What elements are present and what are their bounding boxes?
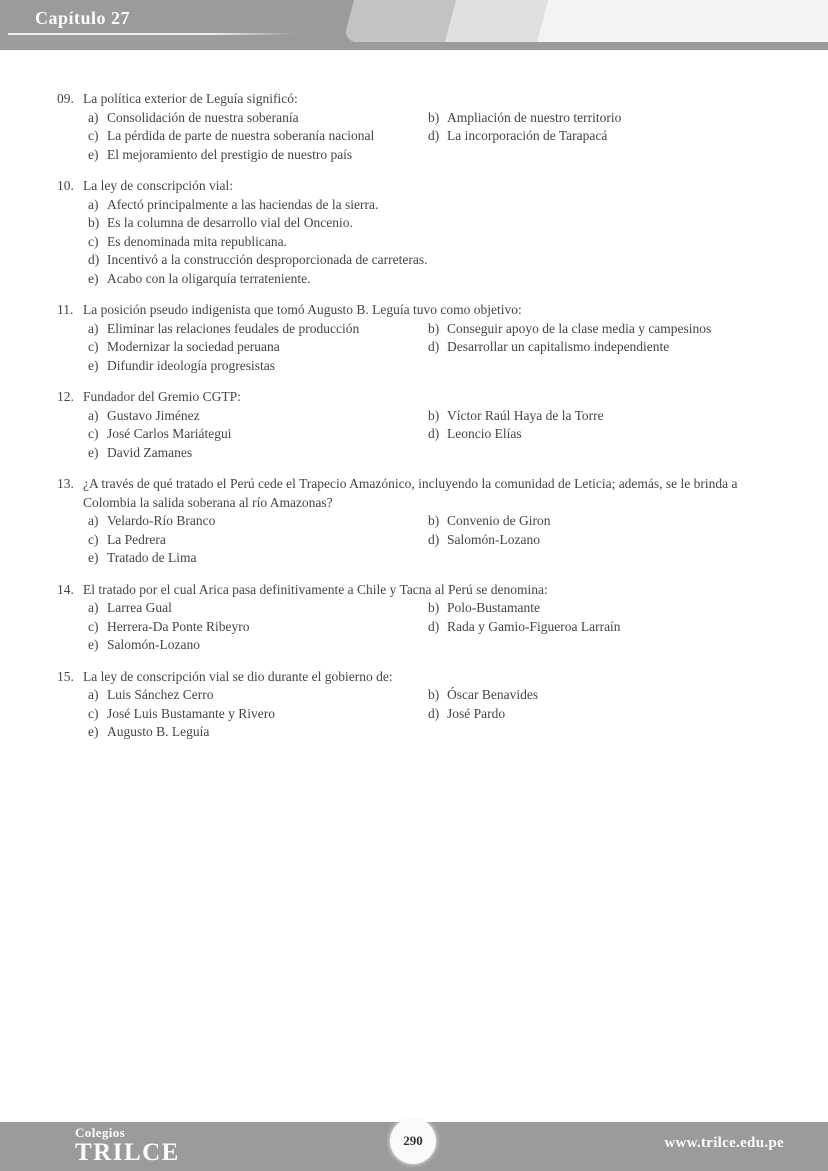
header-decorative-stripes xyxy=(343,0,828,42)
option-text: Afectó principalmente a las haciendas de la sierra. xyxy=(107,196,379,212)
option-letter: d) xyxy=(428,531,440,547)
option-text: Salomón-Lozano xyxy=(447,531,540,547)
option-text: Desarrollar un capitalismo independiente xyxy=(447,339,670,354)
option-item xyxy=(88,705,428,724)
brand-colegios-label: Colegios xyxy=(75,1125,126,1140)
option-text: Larrea Gual xyxy=(107,600,172,615)
option-text: José Carlos Mariátegui xyxy=(107,426,232,441)
option-text: Herrera-Da Ponte Ribeyro xyxy=(107,618,250,634)
option-text: Rada y Gamio-Figueroa Larraín xyxy=(447,618,621,634)
option-letter: c) xyxy=(88,531,99,547)
option-text: La incorporación de Tarapacá xyxy=(447,128,608,143)
stripe-1 xyxy=(343,0,456,42)
option-letter: c) xyxy=(88,705,99,721)
option-letter: a) xyxy=(88,196,99,212)
option-item xyxy=(88,407,428,426)
option-text: Óscar Benavides xyxy=(447,687,539,702)
question xyxy=(57,475,790,568)
options-grid xyxy=(88,407,790,463)
option-text: Difundir ideología progresistas xyxy=(107,357,275,373)
brand-trilce-label: TRILCE xyxy=(75,1139,180,1166)
option-letter: c) xyxy=(88,233,99,249)
question-text: ¿A través de qué tratado el Perú cede el Trapecio Amazónico, incluyendo la comunidad de Leticia; además, se le brinda a Colombia la salida soberana al río Amazonas? xyxy=(83,476,738,510)
option-item xyxy=(428,599,790,618)
option-item xyxy=(88,251,790,270)
option-letter: b) xyxy=(428,109,440,125)
question-head xyxy=(57,475,790,512)
option-item xyxy=(88,425,428,444)
option-letter: d) xyxy=(428,618,440,634)
question-head xyxy=(57,668,790,687)
option-item xyxy=(428,512,790,531)
question-number: 15. xyxy=(57,668,74,684)
option-letter: e) xyxy=(88,637,99,652)
option-item xyxy=(428,320,790,339)
option-letter: e) xyxy=(88,724,99,739)
page-number-badge xyxy=(390,1118,436,1164)
option-item xyxy=(88,618,428,637)
question xyxy=(57,301,790,375)
option-letter: a) xyxy=(88,600,99,615)
option-letter: b) xyxy=(88,215,100,230)
option-item xyxy=(88,127,428,146)
question-text: La posición pseudo indigenista que tomó Augusto B. Leguía tuvo como objetivo: xyxy=(83,302,522,317)
question xyxy=(57,388,790,462)
option-item xyxy=(88,338,428,357)
question-number: 14. xyxy=(57,581,74,597)
option-text: La pérdida de parte de nuestra soberanía nacional xyxy=(107,128,375,143)
question xyxy=(57,90,790,164)
option-item xyxy=(88,531,428,550)
option-text: Es la columna de desarrollo vial del Oncenio. xyxy=(107,215,353,230)
option-text: Acabo con la oligarquía terrateniente. xyxy=(107,270,311,286)
option-item xyxy=(88,444,428,463)
option-letter: e) xyxy=(88,146,99,162)
option-item xyxy=(88,599,428,618)
option-letter: e) xyxy=(88,270,99,286)
option-item xyxy=(88,686,428,705)
option-item xyxy=(88,357,428,376)
option-item xyxy=(88,723,428,742)
option-text: Eliminar las relaciones feudales de producción xyxy=(107,320,360,336)
option-letter: e) xyxy=(88,550,99,565)
website-text: www.trilce.edu.pe xyxy=(664,1135,784,1151)
option-item xyxy=(88,109,428,128)
option-item xyxy=(88,270,790,289)
chapter-title-underline xyxy=(8,33,295,35)
question xyxy=(57,668,790,742)
option-letter: a) xyxy=(88,109,99,125)
question-number: 10. xyxy=(57,178,74,193)
option-letter: b) xyxy=(428,407,440,423)
question-head xyxy=(57,90,790,109)
option-item xyxy=(88,214,790,233)
options-grid xyxy=(88,599,790,655)
options-grid xyxy=(88,512,790,568)
option-text: Velardo-Río Branco xyxy=(107,513,216,528)
question-text: El tratado por el cual Arica pasa definitivamente a Chile y Tacna al Perú se denomina: xyxy=(83,581,548,597)
option-text: Tratado de Lima xyxy=(107,550,197,565)
options-grid xyxy=(88,686,790,742)
option-letter: d) xyxy=(428,426,440,441)
brand-logo xyxy=(75,1126,180,1166)
options-grid xyxy=(88,109,790,165)
option-letter: b) xyxy=(428,600,440,615)
question-number: 12. xyxy=(57,389,74,404)
option-item xyxy=(88,512,428,531)
question-text: La política exterior de Leguía significó: xyxy=(83,91,298,106)
option-letter: c) xyxy=(88,618,99,634)
option-letter: d) xyxy=(428,705,440,721)
chapter-header xyxy=(0,0,828,50)
option-text: Consolidación de nuestra soberanía xyxy=(107,109,299,125)
option-letter: a) xyxy=(88,320,99,336)
question-number: 11. xyxy=(57,302,74,317)
option-item xyxy=(428,618,790,637)
option-text: La Pedrera xyxy=(107,531,166,547)
option-item xyxy=(428,407,790,426)
option-item xyxy=(88,196,790,215)
option-letter: e) xyxy=(88,357,99,373)
questions-area xyxy=(57,90,790,755)
option-item xyxy=(428,338,790,357)
option-text: Gustavo Jiménez xyxy=(107,407,200,423)
option-text: Luis Sánchez Cerro xyxy=(107,687,214,702)
question-head xyxy=(57,177,790,196)
option-text: Ampliación de nuestro territorio xyxy=(447,109,622,125)
option-text: Augusto B. Leguía xyxy=(107,724,210,739)
option-letter: b) xyxy=(428,687,440,702)
option-letter: d) xyxy=(88,252,100,267)
option-text: Polo-Bustamante xyxy=(447,600,540,615)
option-text: Víctor Raúl Haya de la Torre xyxy=(447,407,604,423)
option-text: Leoncio Elías xyxy=(447,426,522,441)
option-text: Conseguir apoyo de la clase media y campesinos xyxy=(447,320,712,336)
option-item xyxy=(428,127,790,146)
option-item xyxy=(428,109,790,128)
option-letter: c) xyxy=(88,426,99,441)
option-item xyxy=(88,233,790,252)
option-item xyxy=(88,636,428,655)
question-head xyxy=(57,581,790,600)
option-text: Incentivó a la construcción desproporcionada de carreteras. xyxy=(107,252,428,267)
page-number: 290 xyxy=(403,1133,423,1148)
option-letter: a) xyxy=(88,687,99,702)
option-letter: a) xyxy=(88,407,99,423)
option-letter: d) xyxy=(428,339,440,354)
option-item xyxy=(428,531,790,550)
option-text: José Luis Bustamante y Rivero xyxy=(107,705,275,721)
option-letter: e) xyxy=(88,444,99,460)
option-letter: a) xyxy=(88,513,99,528)
option-text: Salomón-Lozano xyxy=(107,637,200,652)
question-text: La ley de conscripción vial: xyxy=(83,178,233,193)
question-number: 09. xyxy=(57,91,74,106)
chapter-title: Capítulo 27 xyxy=(35,8,131,28)
option-letter: c) xyxy=(88,339,99,354)
options-grid xyxy=(88,320,790,376)
stripe-2 xyxy=(445,0,548,42)
option-item xyxy=(88,549,428,568)
question-number: 13. xyxy=(57,476,74,491)
question-head xyxy=(57,388,790,407)
options-grid xyxy=(88,196,790,289)
option-item xyxy=(88,320,428,339)
option-text: Modernizar la sociedad peruana xyxy=(107,339,280,354)
option-letter: b) xyxy=(428,513,440,528)
option-text: David Zamanes xyxy=(107,444,193,460)
question-text: La ley de conscripción vial se dio durante el gobierno de: xyxy=(83,668,393,684)
option-item xyxy=(428,425,790,444)
option-letter: c) xyxy=(88,128,99,143)
question xyxy=(57,581,790,655)
option-text: El mejoramiento del prestigio de nuestro país xyxy=(107,146,353,162)
option-item xyxy=(428,686,790,705)
question-head xyxy=(57,301,790,320)
option-item xyxy=(428,705,790,724)
option-text: Convenio de Giron xyxy=(447,513,551,528)
option-text: José Pardo xyxy=(447,705,506,721)
option-item xyxy=(88,146,428,165)
option-letter: d) xyxy=(428,128,440,143)
option-letter: b) xyxy=(428,320,440,336)
option-text: Es denominada mita republicana. xyxy=(107,233,287,249)
question xyxy=(57,177,790,288)
page-footer xyxy=(0,1122,828,1171)
question-text: Fundador del Gremio CGTP: xyxy=(83,389,241,404)
